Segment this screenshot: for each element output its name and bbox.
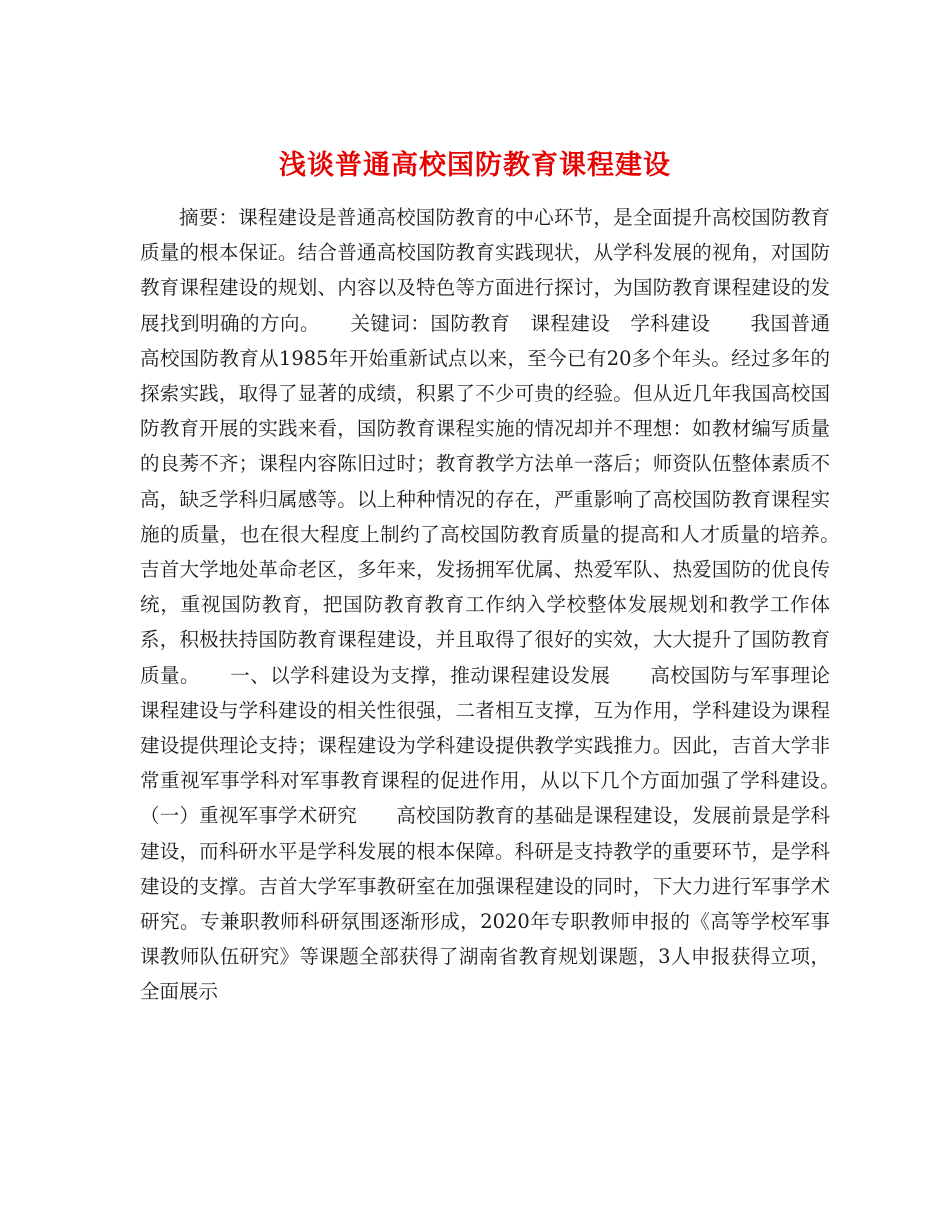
document-body: 摘要：课程建设是普通高校国防教育的中心环节，是全面提升高校国防教育质量的根本保证。结合普通高校国防教育实践现状，从学科发展的视角，对国防教育课程建设的规划、内容以及特色等方面进行探讨，为国防教育课程建设的发展找到明确的方向。 关键词：国防教育 课程建设 学科建设 我国普通高校国防教育从1985年开始重新试点以来，至今已有20多个年头。经过多年的探索实践，取得了显著的成绩，积累了不少可贵的经验。但从近几年我国高校国防教育开展的实践来看，国防教育课程实施的情况却并不理想：如教材编写质量的良莠不齐；课程内容陈旧过时；教育教学方法单一落后；师资队伍整体素质不高，缺乏学科归属感等。以上种种情况的存在，严重影响了高校国防教育课程实施的质量，也在很大程度上制约了高校国防教育质量的提高和人才质量的培养。 吉首大学地处革命老区，多年来，发扬拥军优属、热爱军队、热爱国防的优良传统，重视国防教育，把国防教育教育工作纳入学校整体发展规划和教学工作体系，积极扶持国防教育课程建设，并且取得了很好的实效，大大提升了国防教育质量。 一、以学科建设为支撑，推动课程建设发展 高校国防与军事理论课程建设与学科建设的相关性很强，二者相互支撑，互为作用，学科建设为课程建设提供理论支持；课程建设为学科建设提供教学实践推力。因此，吉首大学非常重视军事学科对军事教育课程的促进作用，从以下几个方面加强了学科建设。 （一）重视军事学术研究 高校国防教育的基础是课程建设，发展前景是学科建设，而科研水平是学科发展的根本保障。科研是支持教学的重要环节，是学科建设的支撑。吉首大学军事教研室在加强课程建设的同时，下大力进行军事学术研究。专兼职教师科研氛围逐渐形成，2020年专职教师申报的《高等学校军事课教师队伍研究》等课题全部获得了湖南省教育规划课题，3人申报获得立项，全面展示 bbox=[140, 206, 870, 1004]
document-title: 浅谈普通高校国防教育课程建设 bbox=[279, 150, 671, 182]
